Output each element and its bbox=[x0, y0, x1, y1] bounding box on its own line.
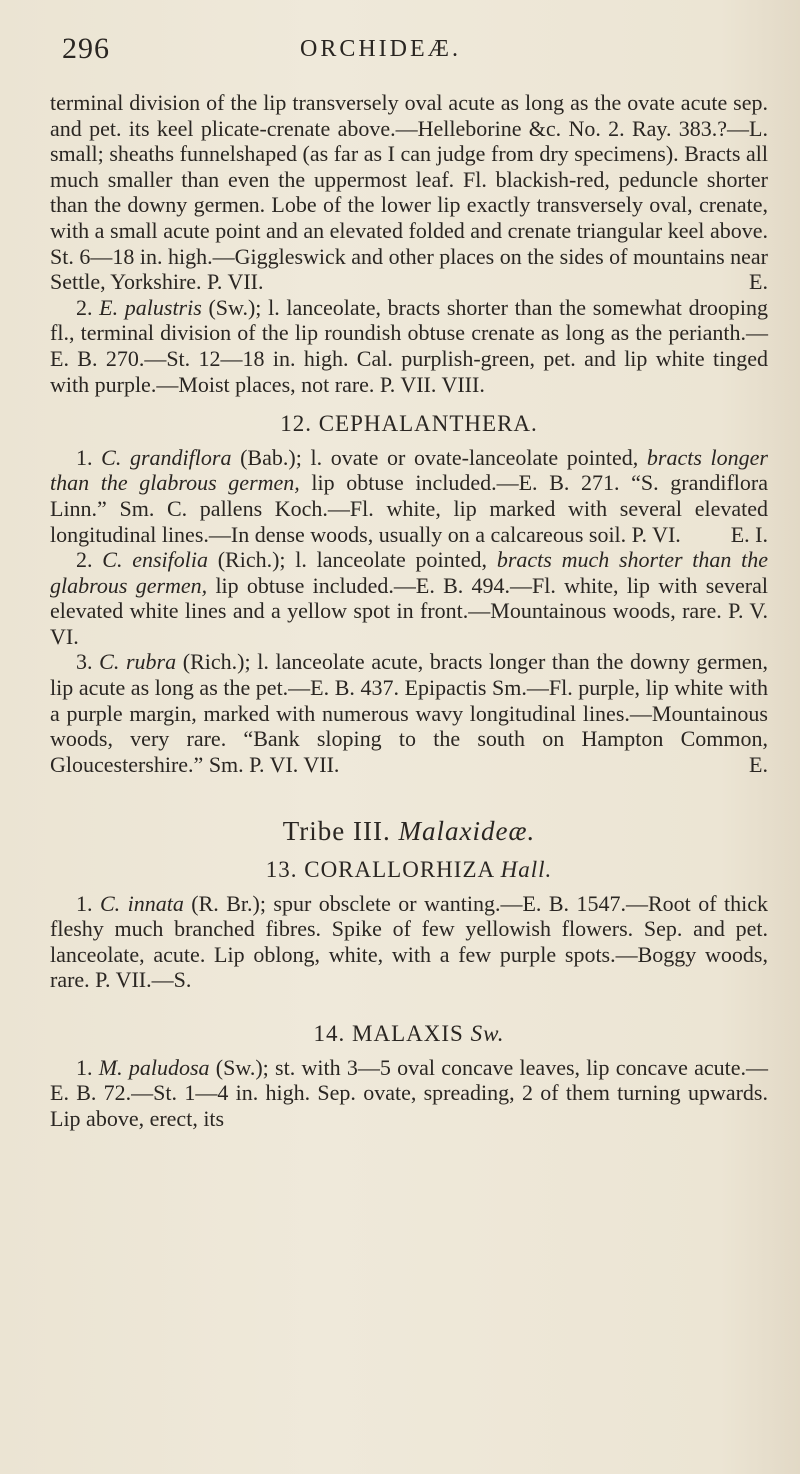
page-number: 296 bbox=[62, 32, 110, 65]
species-text: (Sw.); st. with 3—5 oval concave leaves, lip concave acute.—E. B. 72.—St. 1—4 in. high. Sep. ovate, spreading, 2 of them turning upwards. Lip above, erect, its bbox=[50, 1054, 768, 1131]
genus-heading-cephalanthera: 12. CEPHALANTHERA. bbox=[280, 411, 538, 437]
species-name: C. rubra bbox=[99, 649, 177, 675]
genus-name: 13. CORALLORHIZA bbox=[265, 857, 494, 883]
genus-author: Hall. bbox=[500, 857, 553, 883]
species-name: C. innata bbox=[99, 890, 184, 916]
page-body bbox=[50, 90, 768, 1131]
species-corallorhiza-innata bbox=[50, 891, 768, 993]
paragraph-helleborine-continued bbox=[50, 90, 768, 295]
species-cephalanthera-grandiflora bbox=[50, 445, 768, 547]
species-name: M. paludosa bbox=[98, 1054, 210, 1080]
species-text: (Bab.); l. ovate or ovate-lanceolate pointed, bbox=[231, 444, 647, 470]
species-text: lip obtuse included.—E. B. 494.—Fl. white, lip with several elevated white lines and a yellow spot in front.—Mountainous woods, rare. P. V. VI. bbox=[50, 572, 768, 649]
species-epipactis-palustris bbox=[50, 295, 768, 397]
species-number: 3. bbox=[76, 649, 93, 675]
species-number: 2. bbox=[76, 547, 93, 573]
tribe-number: Tribe III. bbox=[282, 816, 391, 847]
species-name: C. ensifolia bbox=[102, 547, 208, 573]
species-text: (Rich.); l. lanceolate acute, bracts longer than the downy germen, lip acute as long as the pet.—E. B. 437. Epipactis Sm.—Fl. purple, lip white with a purple margin, marked with numerous wavy longitudinal lines.—Mountainous woods, very rare. “Bank sloping to the south on Hampton Common, Gloucestershire.” Sm. P. VI. VII. bbox=[50, 649, 768, 777]
species-number: 1. bbox=[76, 444, 93, 470]
species-name: C. grandiflora bbox=[101, 444, 232, 470]
page-header bbox=[0, 28, 800, 68]
distribution-mark: E. I. bbox=[730, 521, 768, 547]
species-text: lip obtuse included.—E. B. 271. “S. grandiflora Linn.” Sm. C. pallens Koch.—Fl. white, lip marked with several elevated longitudinal lines.—In dense woods, usually on a calcareous soil. P. VI. bbox=[50, 470, 768, 547]
species-number: 2. bbox=[76, 294, 93, 320]
distribution-mark: E. bbox=[749, 269, 768, 295]
species-italic-text: bracts longer than the glabrous germen, bbox=[50, 444, 768, 496]
tribe-name: Malaxideæ. bbox=[398, 816, 536, 847]
genus-name: 14. MALAXIS bbox=[313, 1021, 464, 1046]
species-text: (Sw.); l. lanceolate, bracts shorter than the somewhat drooping fl., terminal division of the lip roundish obtuse crenate as long as the perianth.—E. B. 270.—St. 12—18 in. high. Cal. purplish-green, pet. and lip white tinged with purple.—Moist places, not rare. P. VII. VIII. bbox=[50, 294, 769, 397]
species-name: E. palustris bbox=[99, 294, 202, 320]
species-cephalanthera-rubra bbox=[50, 649, 768, 777]
species-number: 1. bbox=[76, 1054, 93, 1080]
species-text: (R. Br.); spur obsclete or wanting.—E. B. 1547.—Root of thick fleshy much branched fibres. Spike of few yellowish flowers. Sep. and pet. lanceolate, acute. Lip oblong, white, with a few purple spots.—Boggy woods, rare. P. VII.—S. bbox=[50, 890, 769, 993]
running-title: ORCHIDEÆ. bbox=[300, 36, 462, 62]
species-number: 1. bbox=[76, 890, 93, 916]
genus-heading-corallorhiza bbox=[50, 857, 768, 883]
species-italic-text: bracts much shorter than the glabrous germen, bbox=[50, 547, 769, 598]
paragraph-text: terminal division of the lip transversely oval acute as long as the ovate acute sep. and pet. its keel plicate-crenate above.—Helleborine &c. No. 2. Ray. 383.?—L. small; sheaths funnelshaped (as far as I can judge from dry specimens). Bracts all much smaller than even the uppermost leaf. Fl. blackish-red, peduncle shorter than the downy germen. Lobe of the lower lip exactly transversely oval, crenate, with a small acute point and an elevated folded and crenate triangular keel above. St. 6—18 in. high.—Giggleswick and other places on the sides of mountains near Settle, Yorkshire. P. VII. bbox=[50, 90, 768, 295]
distribution-mark: E. bbox=[749, 751, 768, 777]
genus-author: Sw. bbox=[470, 1021, 505, 1046]
tribe-heading bbox=[50, 816, 768, 847]
species-cephalanthera-ensifolia bbox=[50, 547, 768, 649]
genus-heading-malaxis bbox=[50, 1021, 768, 1047]
species-text: (Rich.); l. lanceolate pointed, bbox=[207, 547, 497, 573]
species-malaxis-paludosa bbox=[50, 1055, 768, 1132]
